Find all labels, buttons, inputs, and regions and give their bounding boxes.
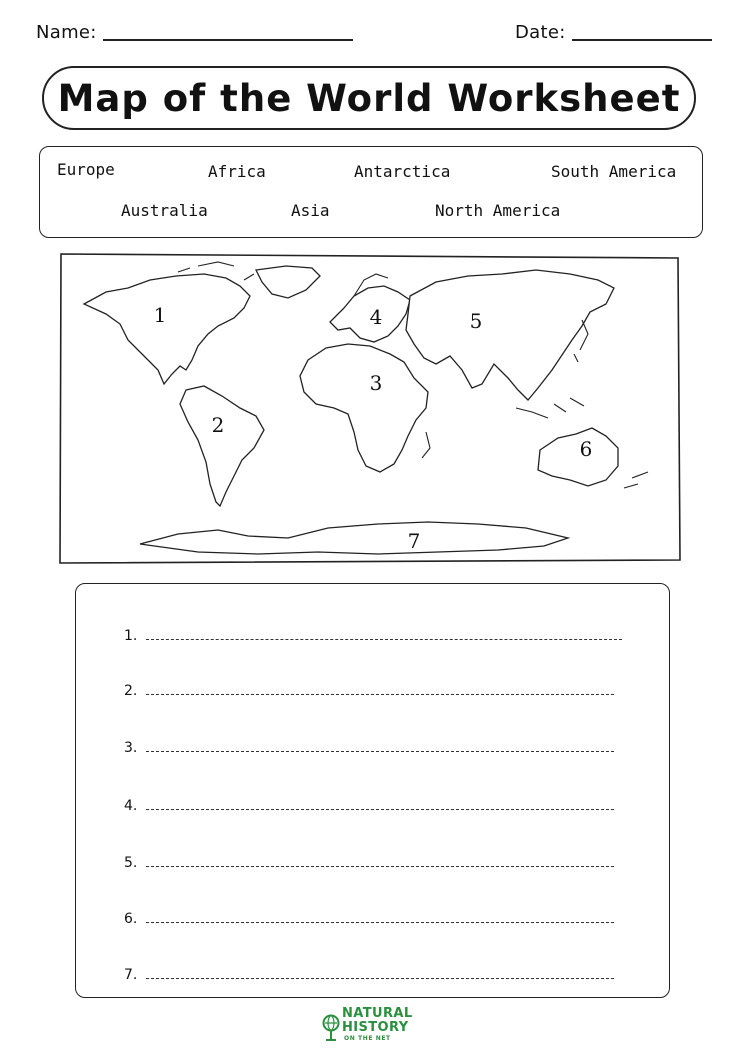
answer-line[interactable]	[146, 694, 614, 695]
answer-line[interactable]	[146, 639, 622, 640]
date-field[interactable]	[515, 22, 712, 43]
answer-row-5	[124, 849, 614, 871]
answer-number: 1.	[124, 628, 138, 644]
map-marker-5: 5	[469, 309, 483, 333]
answer-line[interactable]	[146, 978, 614, 979]
word-africa: Africa	[208, 162, 266, 181]
logo-text-natural: NATURAL	[342, 1006, 413, 1021]
logo-text-on-the-net: ON THE NET	[344, 1035, 391, 1042]
answer-row-3	[124, 734, 614, 756]
word-australia: Australia	[121, 201, 208, 220]
answer-box	[75, 583, 670, 998]
map-marker-2: 2	[211, 413, 225, 437]
answer-number: 2.	[124, 683, 138, 699]
answer-row-7	[124, 961, 614, 983]
map-marker-4: 4	[369, 305, 383, 329]
world-map	[58, 252, 682, 564]
answer-line[interactable]	[146, 751, 614, 752]
word-antarctica: Antarctica	[354, 162, 451, 181]
answer-line[interactable]	[146, 809, 614, 810]
answer-line[interactable]	[146, 922, 614, 923]
answer-row-1	[124, 622, 622, 644]
answer-row-6	[124, 905, 614, 927]
date-label: Date:	[515, 22, 566, 43]
title-box	[42, 66, 696, 130]
answer-row-4	[124, 792, 614, 814]
answer-row-2	[124, 677, 614, 699]
globe-logo-icon	[322, 1008, 340, 1042]
logo-text-history: HISTORY	[342, 1020, 409, 1035]
answer-line[interactable]	[146, 866, 614, 867]
map-marker-3: 3	[369, 371, 383, 395]
answer-number: 7.	[124, 967, 138, 983]
answer-number: 6.	[124, 911, 138, 927]
answer-number: 5.	[124, 855, 138, 871]
name-label: Name:	[36, 22, 97, 43]
word-bank	[39, 146, 703, 238]
word-asia: Asia	[291, 201, 330, 220]
answer-number: 3.	[124, 740, 138, 756]
map-marker-1: 1	[153, 303, 167, 327]
word-north-america: North America	[435, 201, 561, 220]
page-title: Map of the World Worksheet	[57, 76, 681, 120]
name-input-line[interactable]	[103, 39, 353, 41]
map-markers	[58, 252, 682, 564]
name-field[interactable]	[36, 22, 353, 43]
map-marker-7: 7	[407, 529, 421, 553]
natural-history-logo	[322, 1006, 432, 1046]
answer-number: 4.	[124, 798, 138, 814]
word-europe: Europe	[57, 160, 115, 179]
date-input-line[interactable]	[572, 39, 712, 41]
word-south-america: South America	[551, 162, 677, 181]
map-marker-6: 6	[579, 437, 593, 461]
